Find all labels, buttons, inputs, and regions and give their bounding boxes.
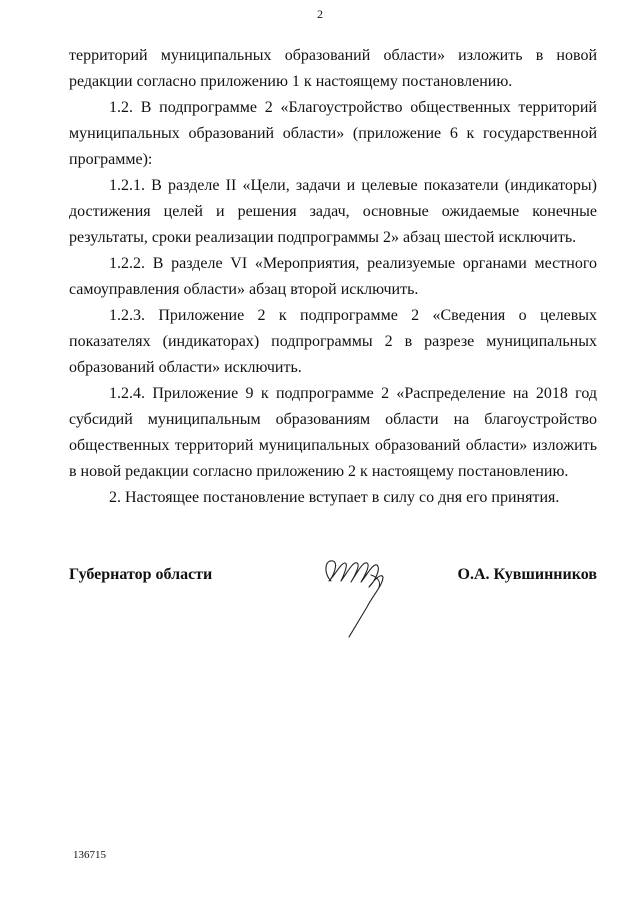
document-body [69, 43, 597, 511]
paragraph-1-2-4: 1.2.4. Приложение 9 к подпрограмме 2 «Распределение на 2018 год субсидий муниципальным образованиям области на благоустройство общественных территорий муниципальных образований области» изложить в новой редакции согласно приложению 2 к настоящему постановлению. [69, 385, 597, 480]
paragraph-1-2-3: 1.2.3. Приложение 2 к подпрограмме 2 «Сведения о целевых показателях (индикаторах) подпрограммы 2 в разрезе муниципальных образований области» исключить. [69, 307, 597, 376]
page-number: 2 [317, 7, 323, 21]
document-code: 136715 [73, 849, 106, 861]
paragraph-1-2-2: 1.2.2. В разделе VI «Мероприятия, реализуемые органами местного самоуправления области» абзац второй исключить. [69, 255, 597, 298]
governor-name: О.А. Кувшинников [457, 566, 597, 583]
paragraph-1-2-1: 1.2.1. В разделе II «Цели, задачи и целевые показатели (индикаторы) достижения целей и решения задач, основные ожидаемые конечные результаты, сроки реализации подпрограммы 2» абзац шестой исключить. [69, 177, 597, 246]
paragraph-continuation: территорий муниципальных образований области» изложить в новой редакции согласно приложению 1 к настоящему постановлению. [69, 47, 597, 90]
paragraph-1-2: 1.2. В подпрограмме 2 «Благоустройство общественных территорий муниципальных образований области» (приложение 6 к государственной программе): [69, 99, 597, 168]
paragraph-2: 2. Настоящее постановление вступает в силу со дня его принятия. [109, 489, 560, 506]
governor-title: Губернатор области [69, 566, 213, 583]
signature-block [69, 563, 597, 653]
handwritten-signature [319, 551, 399, 646]
